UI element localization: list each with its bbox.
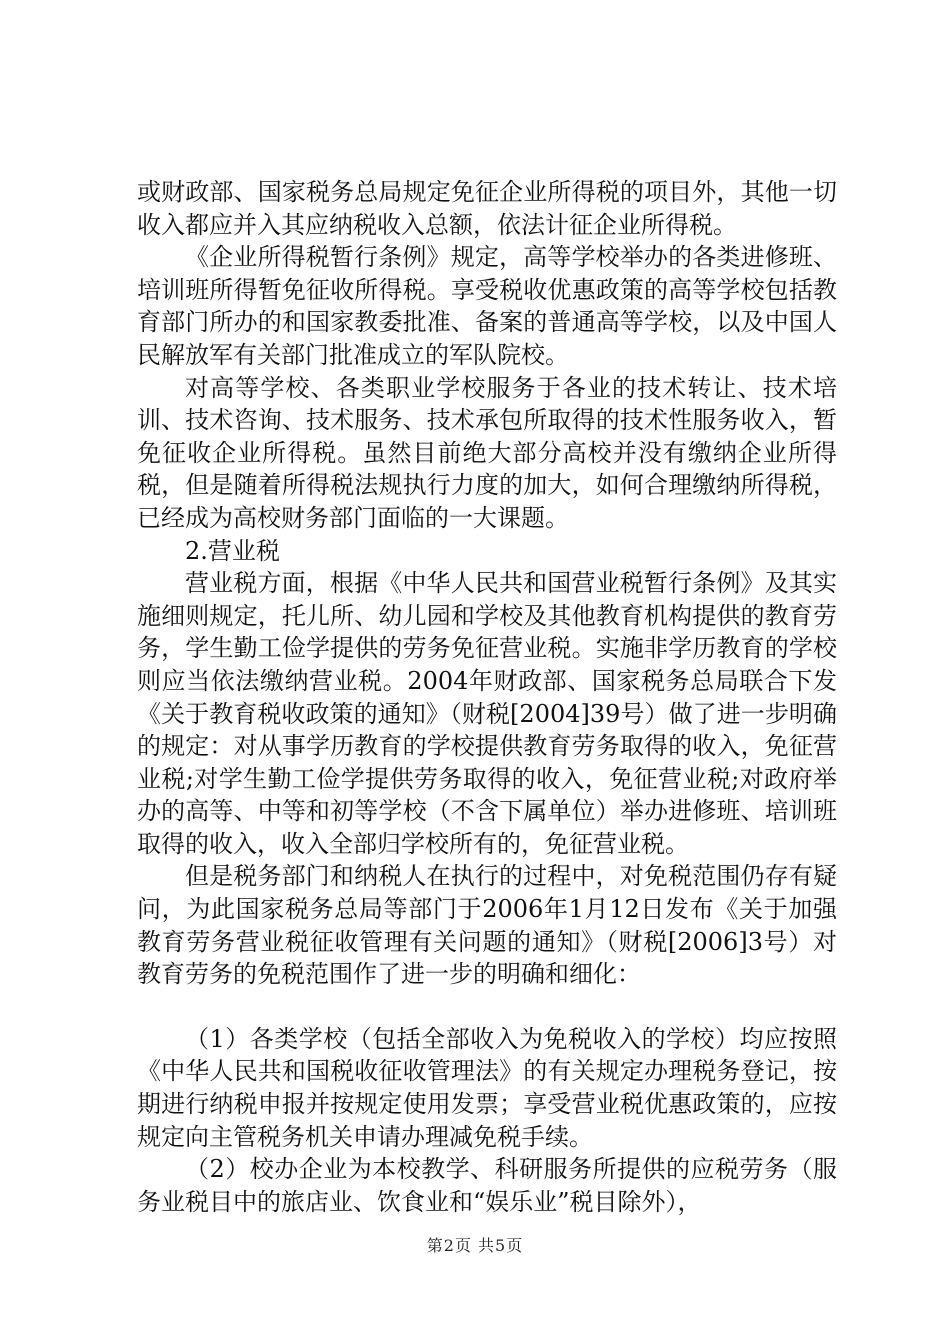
list-item-1: （1）各类学校（包括全部收入为免税收入的学校）均应按照《中华人民共和国税收征收管理法》的有关规定办理税务登记，按期进行纳税申报并按规定使用发票；享受营业税优惠政策的，应按规定向主管税务机关申请办理减免税手续。 <box>137 1024 837 1151</box>
paragraph-business-tax: 营业税方面，根据《中华人民共和国营业税暂行条例》及其实施细则规定，托儿所、幼儿园和学校及其他教育机构提供的教育劳务，学生勤工俭学提供的劳务免征营业税。实施非学历教育的学校则应当依法缴纳营业税。2004年财政部、国家税务总局联合下发《关于教育税收政策的通知》（财税[2004]39号）做了进一步明确的规定：对从事学历教育的学校提供教育劳务取得的收入，免征营业税;对学生勤工俭学提供劳务取得的收入，免征营业税;对政府举办的高等、中等和初等学校（不含下属单位）举办进修班、培训班取得的收入，收入全部归学校所有的，免征营业税。 <box>137 569 837 858</box>
paragraph-continuation: 或财政部、国家税务总局规定免征企业所得税的项目外，其他一切收入都应并入其应纳税收入总额，依法计征企业所得税。 <box>137 178 837 239</box>
paragraph-spacer <box>137 991 837 1023</box>
document-body <box>137 176 837 1218</box>
paragraph-tax-clarification: 但是税务部门和纳税人在执行的过程中，对免税范围仍存有疑问，为此国家税务总局等部门于2006年1月12日发布《关于加强教育劳务营业税征收管理有关问题的通知》（财税[2006]3号）对教育劳务的免税范围作了进一步的明确和细化： <box>137 862 837 989</box>
paragraph-income-tax-regulation: 《企业所得税暂行条例》规定，高等学校举办的各类进修班、培训班所得暂免征收所得税。享受税收优惠政策的高等学校包括教育部门所办的和国家教委批准、备案的普通高等学校，以及中国人民解放军有关部门批准成立的军队院校。 <box>137 243 837 369</box>
page-number-footer: 第2页 共5页 <box>426 1236 524 1255</box>
paragraph-technical-services: 对高等学校、各类职业学校服务于各业的技术转让、技术培训、技术咨询、技术服务、技术承包所取得的技术性服务收入，暂免征收企业所得税。虽然目前绝大部分高校并没有缴纳企业所得税，但是随着所得税法规执行力度的加大，如何合理缴纳所得税，已经成为高校财务部门面临的一大课题。 <box>137 373 837 532</box>
section-heading-business-tax: 2.营业税 <box>185 536 280 565</box>
list-item-2: （2）校办企业为本校教学、科研服务所提供的应税劳务（服务业税目中的旅店业、饮食业和“娱乐业”税目除外）， <box>137 1155 837 1216</box>
